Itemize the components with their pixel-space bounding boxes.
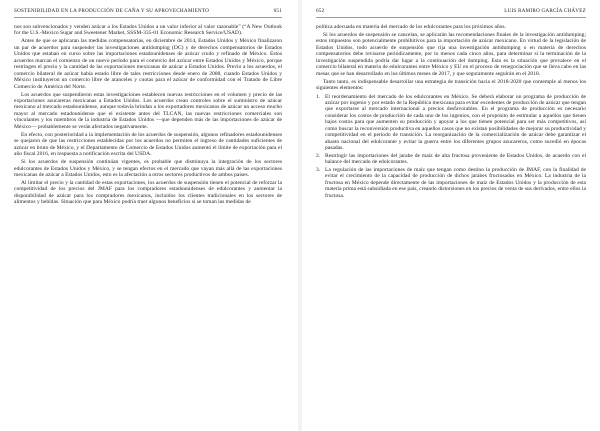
left-page xyxy=(0,0,292,431)
right-running-author: LUIS RAMIRO GARCÍA CHÁVEZ xyxy=(504,8,586,14)
body-paragraph: Tanto tanto, es indispensable desarrollar una estrategia de transición hacia el 2018-2020 que contemple al menos los siguientes elementos: xyxy=(316,78,586,92)
body-paragraph: Si los acuerdos de suspensión se cancelan, se aplicarán las recomendaciones finales de la investigación antidumping; estos impuestos son potencialmente prohibitivos para la importación de azúcar mexicano. En virtud de la legislación de Estados Unidos, todo acuerdo de suspensión que rija una investigación antidumping o en materia de derechos compensatorios debe revisarse periódicamente, por lo menos cada cinco años, para determinar si la terminación de la investigación suspendida podría dar lugar a la continuación del dumping. Esta es la situación que prevalece en el comercio bilateral en materia de edulcorantes entre México y EU en el proceso de renegociación que se lleva cabo en las mesas que se han desarrollado en los últimos meses de 2017, y que seguramente seguirán en el 2018. xyxy=(316,31,586,77)
list-item xyxy=(316,94,586,152)
left-running-title: SOSTENIBILIDAD EN LA PRODUCCIÓN DE CAÑA Y SU APROVECHAMIENTO xyxy=(14,8,210,14)
left-page-number: 651 xyxy=(273,8,282,14)
list-item-number: 2. xyxy=(316,152,321,159)
list-item xyxy=(316,167,586,199)
list-item-text: El reordenamiento del mercado de los edulcorantes en México. Se deberá elaborar un programa de producción de azúcar por ingenio y por estado de la República mexicana para evitar excedentes de producción de azúcar que tengan que exportarse al mercado internacional a precios desfavorables. En el programa de producción es necesario considerar los costos de producción de cada uno de los ingenios, con el propósito de estimular a aquellos que tienen bajos costos para que aumenten su producción y apoyar a los que tienen potencial para ser más competitivos, así como buscar la reconversión productiva en aquellos casos que no existan posibilidades de mejorar su productividad y competitividad en el período de transición. La reorganización de la comercialización de azúcar debe garantizar el abasto nacional del edulcorante y evitar la guerra entre los diferentes grupos azucareros, como sucedió en épocas pasadas. xyxy=(325,93,586,152)
list-item-number: 1. xyxy=(316,93,321,100)
body-paragraph: nos son subvencionados y venden azúcar a los Estados Unidos a un valor inferior al valor razonable” (“A New Outlook for the U.S.-Mexico Sugar and Sweetener Market, SSSM-335-01 Economic Research Service/USAD). xyxy=(14,24,282,37)
body-paragraph: política adecuada en materia del mercado de los edulcorantes para los próximos años. xyxy=(316,24,506,30)
strategy-list xyxy=(316,94,586,200)
right-page-number: 652 xyxy=(316,8,325,14)
body-paragraph: En efecto, con posterioridad a la implementación de los acuerdos de suspensión, algunos refinadores estadounidenses se quejaron de que las restricciones establecidas por los acuerdos no permiten el ingreso de cantidades suficientes de azúcar en bruto de México, y el Departamento de Comercio de Estados Unidos aumentó el límite de exportación para el año fiscal 2016, en respuesta a notificación escrita del USDA. xyxy=(14,131,282,158)
body-paragraph: Al limitar el precio y la cantidad de estas exportaciones, los acuerdos de suspensión tienen el potencial de reforzar la competitividad de los precios del JMAF para los compradores estadounidenses de edulcorantes y aumentar la disponibilidad de azúcar para los compradores mexicanos, incluidos los clientes tradicionales en los sectores de alimentos y bebidas. Situación que para México podría traer algunos beneficios si se toman las medidas de xyxy=(14,179,282,206)
right-page xyxy=(308,0,600,431)
body-paragraph: Antes de que se aplicaran las medidas compensatorias, en diciembre de 2014, Estados Unidos y México finalizaron un par de acuerdos para suspender las investigaciones antidumping (DC) y de derechos compensatorios de Estados Unidos que estaban en curso sobre las importaciones estadounidenses de azúcar crudo y refinado de México. Estos acuerdos marcan el comienzo de un nuevo período para el comercio del azúcar entre Estados Unidos y México, porque restringen el precio y la cantidad de las exportaciones mexicanas de azúcar a Estados Unidos. Previo a los acuerdos, el comercio bilateral de azúcar había estado libre de tales restricciones desde enero de 2008, cuando Estados Unidos y México instituyeron un comercio libre de aranceles y cuotas para el azúcar de conformidad con el Tratado de Libre Comercio de América del Norte. xyxy=(14,38,282,90)
list-item xyxy=(316,153,586,166)
list-item-number: 3. xyxy=(316,166,321,173)
list-item-text: Restringir las importaciones del jarabe de maíz de alta fructosa proveniente de Estados Unidos, de acuerdo con el balance del mercado de edulcorantes. xyxy=(325,152,586,166)
body-paragraph: Si los acuerdos de suspensión continúan vigentes, es probable que disminuya la integración de los sectores edulcorantes de Estados Unidos y México, y se tengan efectos en el mercado que vayan más allá de las exportaciones mexicanas de azúcar a Estados Unidos, esto es la afectación a otros sectores productivos de ambos países. xyxy=(14,159,282,178)
left-running-head xyxy=(14,8,282,18)
left-body-text xyxy=(14,24,282,206)
list-item-text: La regulación de las importaciones de maíz que tengan como destino la producción de JMAF, con la finalidad de evitar el crecimiento de la capacidad de producción de dichos jarabes fructosados en México. La industria de la fructosa en México depende directamente de las importaciones de maíz de Estados Unidos y la producción de esta materia prima está subsidiada en ese país, creando distorsiones en los precios de venta de sus derivados, entre ellos la fructosa. xyxy=(325,166,586,199)
right-running-head xyxy=(316,8,586,18)
right-body-text xyxy=(316,24,586,199)
body-paragraph: Los acuerdos que suspendieron estas investigaciones establecen nuevas restricciones en el volumen y precio de las exportaciones azucareras mexicanas a Estados Unidos. Los acuerdos crean controles sobre el suministro de azúcar mexicano al mercado estadounidense, aunque todavía brindan a los exportadores mexicanos de azúcar un acceso mucho mayor al mercado estadounidense que el existente antes del TLCAN, las nuevas restricciones comerciales son vinculantes y los miembros de la industria de Estados Unidos —que dependen más de las importaciones de azúcar de México— probablemente se verán afectados negativamente. xyxy=(14,91,282,130)
book-gutter xyxy=(298,0,302,431)
